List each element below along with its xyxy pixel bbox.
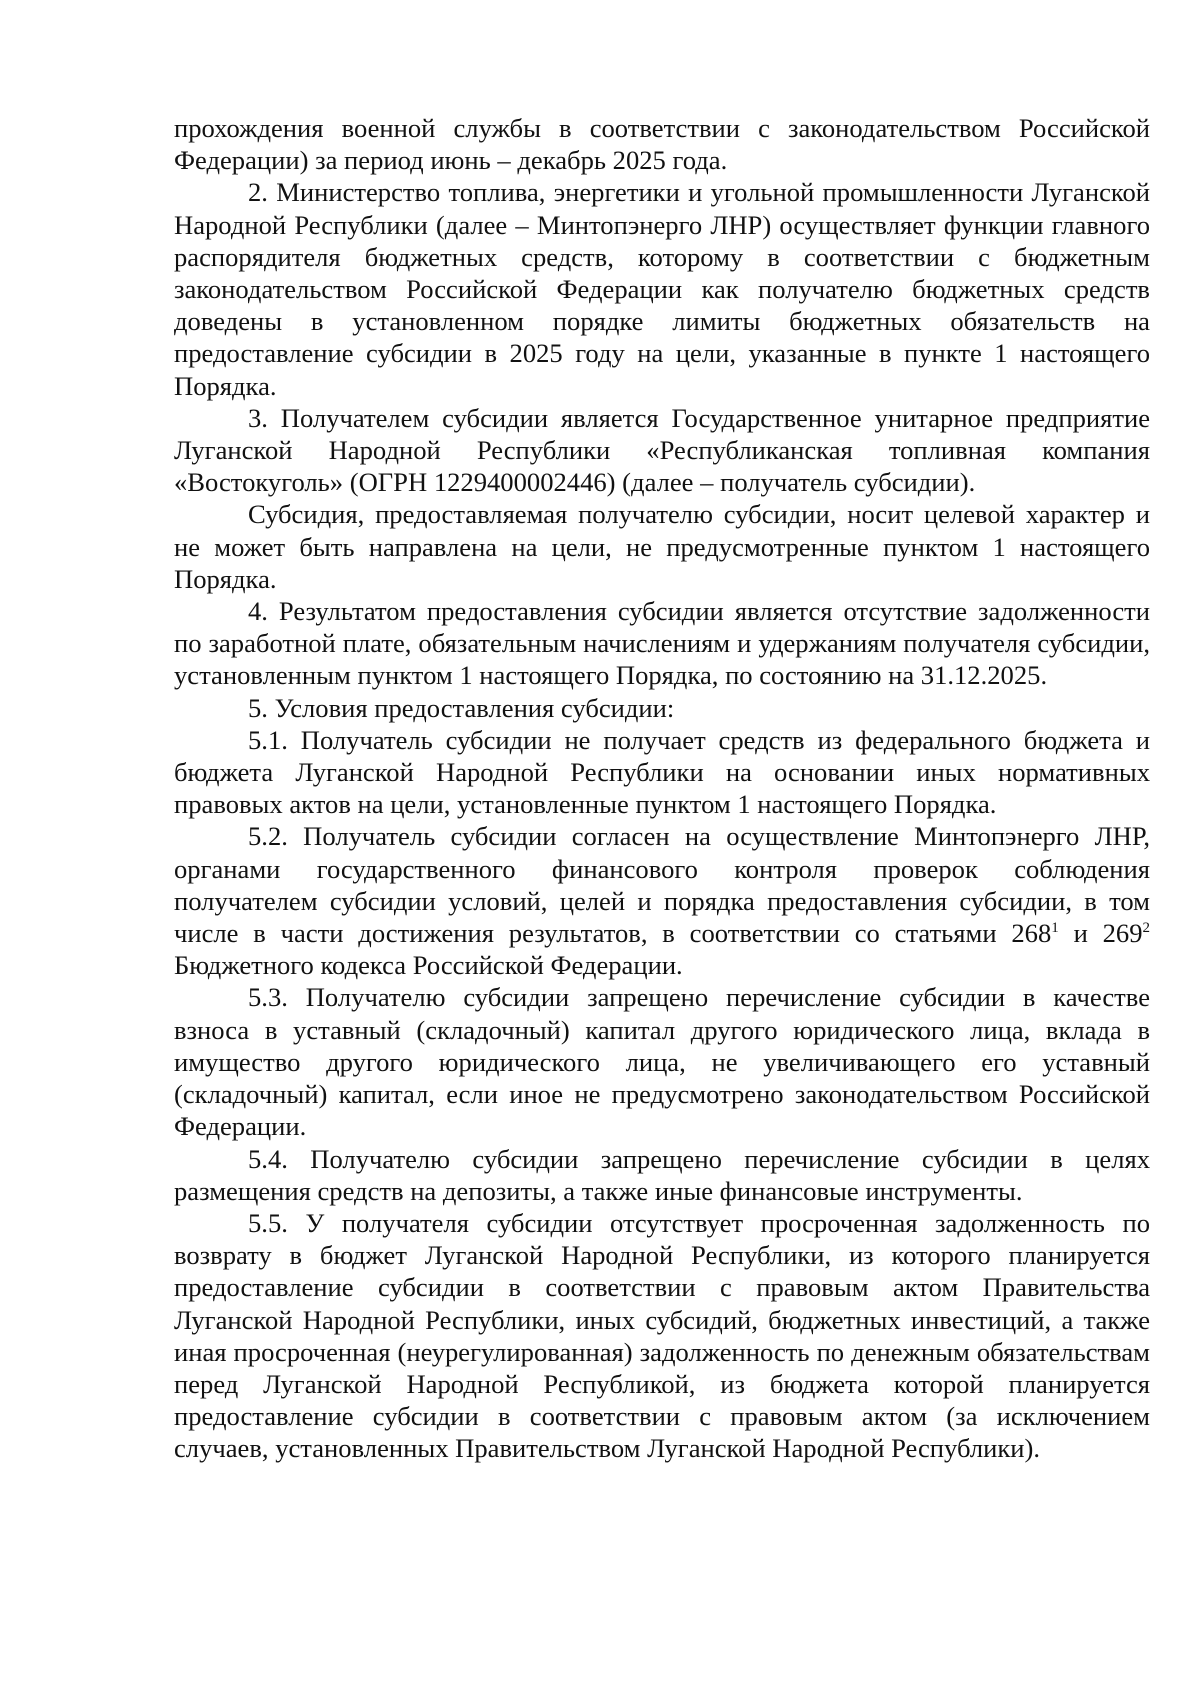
paragraph-item-5-5: 5.5. У получателя субсидии отсутствует просроченная задолженность по возврату в бюджет Луганской Народной Республики, из которого планируется предоставление субсидии в соответствии с правовым актом Правительства Луганской Народной Республики, иных субсидий, бюджетных инвестиций, а также иная просроченная (неурегулированная) задолженность по денежным обязательствам перед Луганской Народной Республикой, из бюджета которой планируется предоставление субсидии в соответствии с правовым актом (за исключением случаев, установленных Правительством Луганской Народной Республики). bbox=[174, 1207, 1150, 1464]
paragraph-item-5-1: 5.1. Получатель субсидии не получает средств из федерального бюджета и бюджета Луганской Народной Республики на основании иных нормативных правовых актов на цели, установленные пунктом 1 настоящего Порядка. bbox=[174, 724, 1150, 820]
paragraph-item-3: 3. Получателем субсидии является Государственное унитарное предприятие Луганской Народной Республики «Республиканская топливная компания «Востокуголь» (ОГРН 1229400002446) (далее – получатель субсидии). bbox=[174, 402, 1150, 498]
article-269-superscript: 2 bbox=[1142, 920, 1151, 937]
article-268-superscript: 1 bbox=[1051, 920, 1059, 937]
paragraph-item-5-heading: 5. Условия предоставления субсидии: bbox=[248, 692, 675, 723]
paragraph-item-5-2-text-after: Бюджетного кодекса Российской Федерации. bbox=[174, 950, 683, 981]
paragraph-item-5-2 bbox=[174, 820, 1150, 981]
paragraph-item-2: 2. Министерство топлива, энергетики и угольной промышленности Луганской Народной Республики (далее – Минтопэнерго ЛНР) осуществляет функции главного распорядителя бюджетных средств, которому в соответствии с бюджетным законодательством Российской Федерации как получателю бюджетных средств доведены в установленном порядке лимиты бюджетных обязательств на предоставление субсидии в 2025 году на цели, указанные в пункте 1 настоящего Порядка. bbox=[174, 177, 1150, 401]
paragraph-item-4: 4. Результатом предоставления субсидии является отсутствие задолженности по заработной плате, обязательным начислениям и удержаниям получателя субсидии, установленным пунктом 1 настоящего Порядка, по состоянию на 31.12.2025. bbox=[174, 596, 1150, 691]
paragraph-subsidy-purpose: Субсидия, предоставляемая получателю субсидии, носит целевой характер и не может быть направлена на цели, не предусмотренные пунктом 1 настоящего Порядка. bbox=[174, 499, 1150, 594]
paragraph-item-5-4: 5.4. Получателю субсидии запрещено перечисление субсидии в целях размещения средств на депозиты, а также иные финансовые инструменты. bbox=[174, 1143, 1150, 1206]
paragraph-item-5-2-text-middle: и 269 bbox=[1058, 918, 1143, 949]
paragraph-item-5-2-text-before: 5.2. Получатель субсидии согласен на осуществление Минтопэнерго ЛНР, органами государственного финансового контроля проверок соблюдения получателем субсидии условий, целей и порядка предоставления субсидии, в том числе в части достижения результатов, в соответствии со статьями 268 bbox=[174, 821, 1150, 949]
paragraph-item-5-3: 5.3. Получателю субсидии запрещено перечисление субсидии в качестве взноса в уставный (складочный) капитал другого юридического лица, вклада в имущество другого юридического лица, не увеличивающего его уставный (складочный) капитал, если иное не предусмотрено законодательством Российской Федерации. bbox=[174, 982, 1150, 1142]
paragraph-continuation: прохождения военной службы в соответствии с законодательством Российской Федерации) за период июнь – декабрь 2025 года. bbox=[174, 113, 1150, 176]
document-body bbox=[174, 112, 1150, 1465]
